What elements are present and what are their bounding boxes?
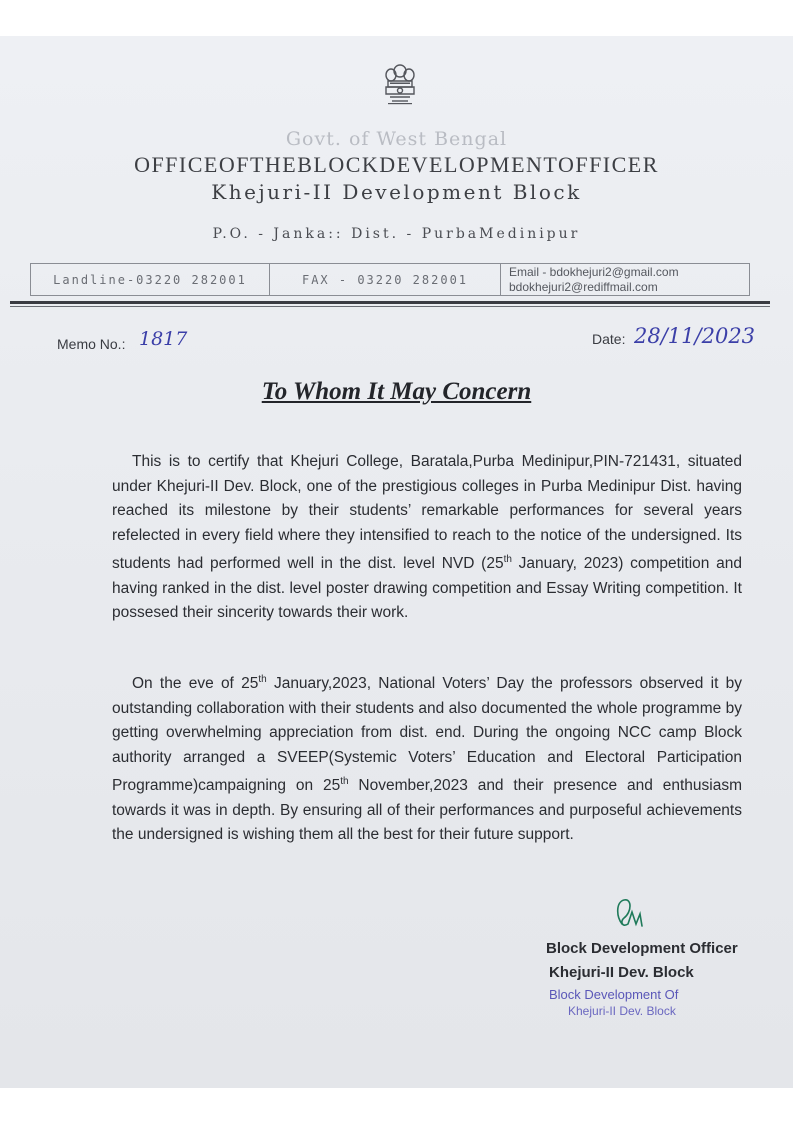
- memo-number: 1817: [139, 328, 188, 350]
- handwritten-signature: [608, 894, 658, 934]
- paragraph-1-sup: th: [503, 554, 512, 565]
- paragraph-1-text-b: January, 2023) competition and having ranked in the dist. level poster drawing competition and Essay Writing competition. It possesed their sincerity towards their work.: [112, 555, 742, 622]
- document-page: [0, 36, 793, 1088]
- fax-text: FAX - 03220 282001: [270, 264, 501, 295]
- paragraph-2-text-c: November,2023 and their presence and enthusiasm towards it was in depth. By ensuring all of their performances and purposeful achievements the undersigned is wishing them all the best for their future support.: [112, 777, 743, 844]
- letter-heading: To Whom It May Concern: [261, 378, 532, 405]
- email-secondary: bdokhejuri2@rediffmail.com: [509, 279, 658, 294]
- memo-label: Memo No.:: [57, 336, 126, 352]
- body-paragraph-1: [112, 450, 742, 626]
- email-block: [501, 264, 749, 295]
- stamp-line-2: Khejuri-II Dev. Block: [568, 1004, 676, 1018]
- paragraph-2-sup-2: th: [340, 776, 349, 788]
- signatory-title: Block Development Officer: [546, 940, 738, 957]
- paragraph-1-text-a: This is to certify that Khejuri College, Baratala,Purba Medinipur,PIN-721431, situated under Khejuri-II Dev. Block, one of the prestigious colleges in Purba Medinipur Dist. having reached its milestone by their students’ remarkable performances for several years refelected in every field where they intensified to reach to the notice of the undersigned. Its students had performed well in the dist. level NVD (25: [112, 453, 742, 573]
- address-line: P.O. - Janka:: Dist. - PurbaMedinipur: [212, 226, 581, 242]
- signatory-block: Khejuri-II Dev. Block: [549, 964, 694, 981]
- block-title: Khejuri-II Development Block: [211, 180, 582, 204]
- national-emblem-icon: [376, 62, 424, 108]
- date-label: Date:: [592, 331, 626, 347]
- header-divider: [10, 301, 770, 304]
- office-title: OFFICEOFTHEBLOCKDEVELOPMENTOFFICER: [134, 152, 659, 177]
- body-paragraph-2: [112, 668, 742, 848]
- paragraph-2-text-b: January,2023, National Voters’ Day the professors observed it by outstanding collaboration with their students and also documented the whole programme by getting overwhelming appreciation from dist. end. During the ongoing NCC camp Block authority arranged a SVEEP(Systemic Voters’ Education and Electoral Participation Programme)campaigning on 25: [112, 675, 742, 795]
- paragraph-2-text-a: On the eve of 25: [132, 675, 259, 693]
- date-value: 28/11/2023: [634, 324, 756, 348]
- contact-bar: [30, 263, 750, 296]
- email-primary: Email - bdokhejuri2@gmail.com: [509, 264, 679, 279]
- paragraph-2-sup-1: th: [258, 674, 267, 685]
- header-divider-thin: [10, 306, 770, 307]
- govt-title: Govt. of West Bengal: [285, 128, 508, 150]
- stamp-line-1: Block Development Of: [549, 987, 679, 1002]
- landline-text: Landline-03220 282001: [31, 264, 270, 295]
